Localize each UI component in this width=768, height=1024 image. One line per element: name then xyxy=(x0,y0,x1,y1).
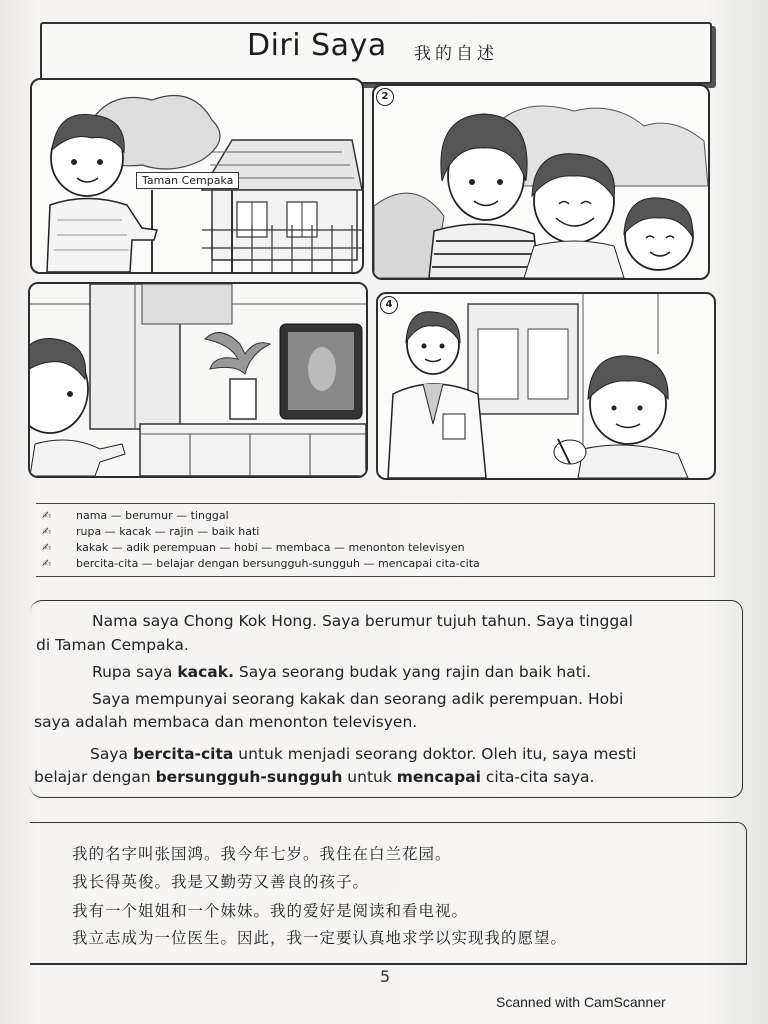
illustration-panel-3 xyxy=(28,282,368,478)
writing-hand-icon: ✍ xyxy=(42,557,52,570)
malay-line-1: Nama saya Chong Kok Hong. Saya berumur tujuh tahun. Saya tinggal xyxy=(92,612,633,630)
illustration-panel-2 xyxy=(372,84,710,280)
keyword-line: ✍ rupa — kacak — rajin — baik hati xyxy=(42,525,260,538)
page-title-chinese: 我的自述 xyxy=(414,44,498,64)
malay-line-4: Saya mempunyai seorang kakak dan seorang adik perempuan. Hobi xyxy=(92,690,624,708)
writing-hand-icon: ✍ xyxy=(42,525,52,538)
malay-line-2: di Taman Cempaka. xyxy=(36,636,189,654)
keyword-box xyxy=(36,503,715,577)
living-room-illustration xyxy=(30,284,366,476)
malay-line-3: Rupa saya kacak. Saya seorang budak yang rajin dan baik hati. xyxy=(92,663,592,681)
illustration-panel-4 xyxy=(376,292,716,480)
panel-number-4: 4 xyxy=(380,296,398,314)
panel-number-2: 2 xyxy=(376,88,394,106)
chinese-line-1: 我的名字叫张国鸿。我今年七岁。我住在白兰花园。 xyxy=(72,845,452,863)
keyword-line: ✍ bercita-cita — belajar dengan bersungguh-sungguh — mencapai cita-cita xyxy=(42,557,480,570)
chinese-line-2: 我长得英俊。我是又勤劳又善良的孩子。 xyxy=(72,873,370,891)
scanner-watermark: Scanned with CamScanner xyxy=(496,994,666,1010)
title-box xyxy=(40,22,712,84)
malay-line-7: belajar dengan bersungguh-sungguh untuk mencapai cita-cita saya. xyxy=(34,768,595,786)
malay-line-5: saya adalah membaca dan menonton televisyen. xyxy=(34,713,418,731)
keyword-line: ✍ kakak — adik perempuan — hobi — membaca — menonton televisyen xyxy=(42,541,465,554)
doctor-and-boy-illustration xyxy=(378,294,714,478)
keyword-line: ✍ nama — berumur — tinggal xyxy=(42,509,229,522)
writing-hand-icon: ✍ xyxy=(42,541,52,554)
page-number: 5 xyxy=(380,967,391,986)
chinese-line-4: 我立志成为一位医生。因此，我一定要认真地求学以实现我的愿望。 xyxy=(72,929,568,947)
illustration-panel-1 xyxy=(30,78,364,274)
chinese-line-3: 我有一个姐姐和一个妹妹。我的爱好是阅读和看电视。 xyxy=(72,902,469,920)
taman-cempaka-sign: Taman Cempaka xyxy=(136,172,239,189)
page-title: Diri Saya xyxy=(247,28,387,63)
family-siblings-illustration xyxy=(374,86,708,278)
malay-line-6: Saya bercita-cita untuk menjadi seorang doktor. Oleh itu, saya mesti xyxy=(90,745,637,763)
writing-hand-icon: ✍ xyxy=(42,509,52,522)
